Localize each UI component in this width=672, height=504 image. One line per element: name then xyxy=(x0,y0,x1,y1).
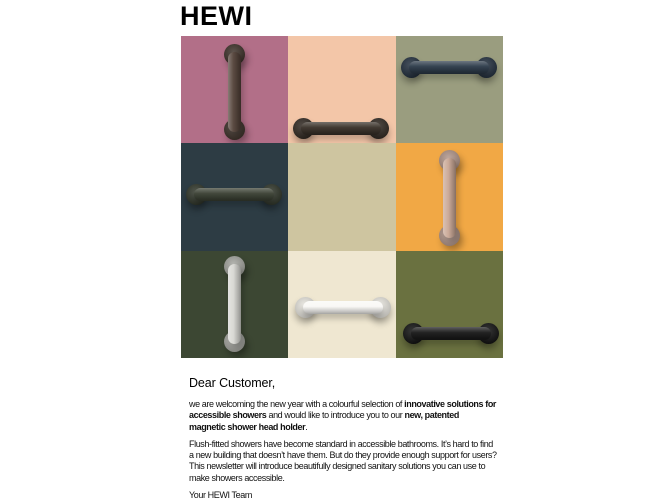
tile-slate-horizontal-olive-bar xyxy=(181,143,288,250)
tile-khaki-empty xyxy=(288,143,395,250)
grab-bar xyxy=(401,56,497,78)
grab-bar-tube xyxy=(303,301,383,314)
tile-olive-horizontal-black-bar xyxy=(396,251,503,358)
grab-bar xyxy=(403,322,499,344)
paragraph: Your HEWI Team xyxy=(189,490,252,501)
grab-bar xyxy=(224,44,246,140)
tile-forest-vertical-gray-bar xyxy=(181,251,288,358)
tile-sage-horizontal-navy-bar xyxy=(396,36,503,143)
hewi-logo[interactable]: HEWI xyxy=(180,1,253,31)
tile-orange-vertical-tan-bar xyxy=(396,143,503,250)
body-paragraphs xyxy=(189,399,497,501)
tile-mauve-vertical-brown-bar xyxy=(181,36,288,143)
grab-bar-tube xyxy=(194,188,274,201)
body-text-block xyxy=(181,376,503,504)
grab-bar xyxy=(186,184,282,206)
grab-bar xyxy=(438,150,460,246)
grab-bar xyxy=(293,117,389,139)
grab-bar-tube xyxy=(443,158,456,238)
grab-bar-tube xyxy=(409,61,489,74)
grab-bar-tube xyxy=(411,327,491,340)
grab-bar-tube xyxy=(228,52,241,132)
tile-cream-horizontal-white-bar xyxy=(288,251,395,358)
grab-bar-tube xyxy=(301,122,381,135)
grab-bar xyxy=(224,256,246,352)
paragraph: we are welcoming the new year with a colourful selection of innovative solutions for accessible showers and would like to introduce you to our new, patented magnetic shower head holder. xyxy=(189,399,497,432)
tile-peach-horizontal-brown-bar xyxy=(288,36,395,143)
grab-bar xyxy=(295,297,391,319)
product-grid-image[interactable] xyxy=(181,36,503,358)
grab-bar-tube xyxy=(228,264,241,344)
greeting: Dear Customer, xyxy=(189,376,276,390)
paragraph: Flush-fitted showers have become standard in accessible bathrooms. It’s hard to find a new building that doesn’t have them. But do they provide enough support for users? This newsletter will introduce beautifully designed sanitary solutions you can use to make showers accessible. xyxy=(189,438,497,483)
